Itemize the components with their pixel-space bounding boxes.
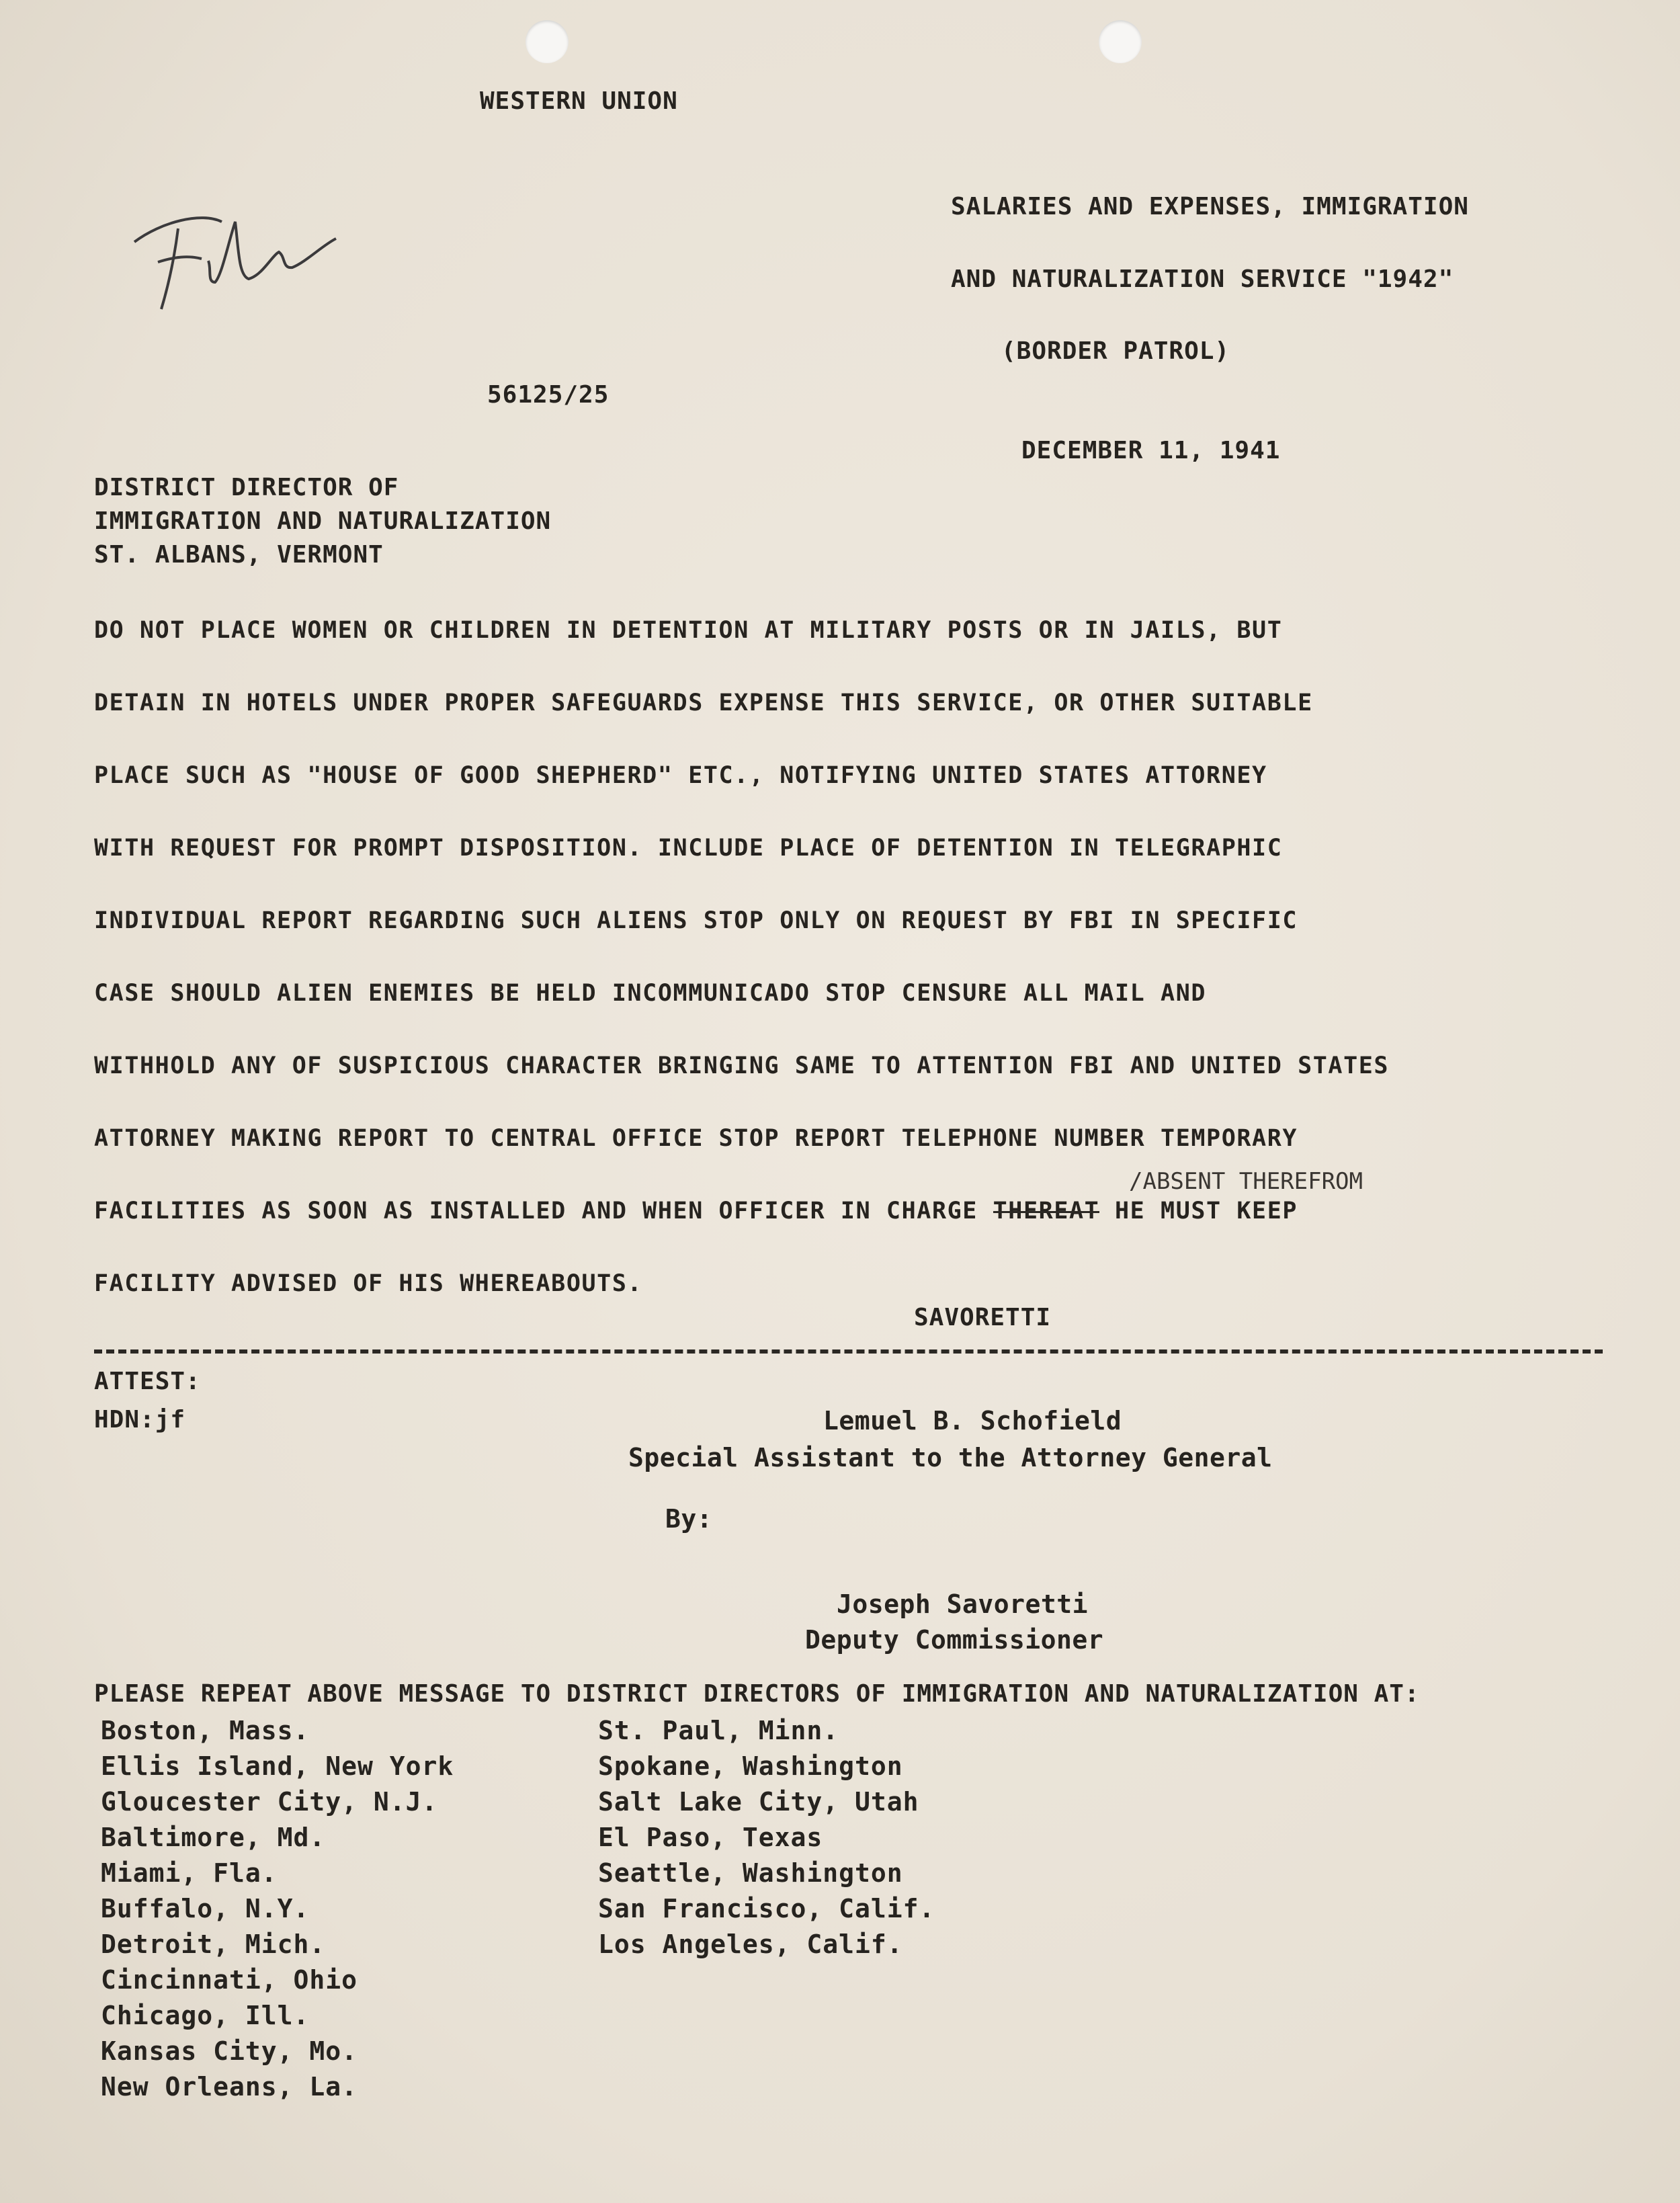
city-item: Chicago, Ill. [101,2001,310,2030]
typed-insertion: /ABSENT THEREFROM [1129,1168,1363,1195]
signatory-by: By: [665,1504,713,1534]
city-item: New Orleans, La. [101,2072,358,2102]
city-item: Detroit, Mich. [101,1929,326,1959]
signatory-title-1: Special Assistant to the Attorney General [628,1443,1273,1472]
appropriation-line-3: (BORDER PATROL) [1001,337,1230,365]
message-line: PLACE SUCH AS "HOUSE OF GOOD SHEPHERD" ETC., NOTIFYING UNITED STATES ATTORNEY [94,762,1267,789]
addressee-line-3: ST. ALBANS, VERMONT [94,541,384,569]
company-name: WESTERN UNION [480,87,678,115]
city-item: Gloucester City, N.J. [101,1787,438,1817]
repeat-instruction: PLEASE REPEAT ABOVE MESSAGE TO DISTRICT DIRECTORS OF IMMIGRATION AND NATURALIZATION AT: [94,1680,1420,1708]
signatory-name-1: Lemuel B. Schofield [823,1406,1122,1436]
city-item: San Francisco, Calif. [598,1894,935,1923]
message-line: DETAIN IN HOTELS UNDER PROPER SAFEGUARDS EXPENSE THIS SERVICE, OR OTHER SUITABLE [94,690,1313,716]
city-item: St. Paul, Minn. [598,1716,839,1745]
attest-label: ATTEST: [94,1368,201,1395]
message-line: CASE SHOULD ALIEN ENEMIES BE HELD INCOMMUNICADO STOP CENSURE ALL MAIL AND [94,980,1207,1007]
message-signature: SAVORETTI [914,1304,1052,1331]
appropriation-line-2: AND NATURALIZATION SERVICE "1942" [951,265,1454,293]
city-item: Baltimore, Md. [101,1823,326,1852]
amended-line-end: HE MUST KEEP [1099,1198,1298,1224]
message-line: WITHHOLD ANY OF SUSPICIOUS CHARACTER BRINGING SAME TO ATTENTION FBI AND UNITED STATES [94,1052,1390,1079]
message-line-amended [94,1198,1298,1224]
city-item: Ellis Island, New York [101,1751,454,1781]
city-item: Miami, Fla. [101,1858,278,1888]
city-item: Kansas City, Mo. [101,2036,358,2066]
attest-initials: HDN:jf [94,1406,186,1433]
signatory-title-2: Deputy Commissioner [805,1625,1104,1655]
message-line: INDIVIDUAL REPORT REGARDING SUCH ALIENS STOP ONLY ON REQUEST BY FBI IN SPECIFIC [94,907,1298,934]
city-item: Boston, Mass. [101,1716,310,1745]
punch-hole-right [1099,20,1142,63]
handwritten-note [121,181,356,329]
message-line: WITH REQUEST FOR PROMPT DISPOSITION. INCLUDE PLACE OF DETENTION IN TELEGRAPHIC [94,835,1283,862]
city-item: Spokane, Washington [598,1751,903,1781]
divider-dashed [94,1349,1603,1354]
signatory-name-2: Joseph Savoretti [837,1589,1089,1619]
city-item: El Paso, Texas [598,1823,823,1852]
punch-hole-left [526,20,569,63]
city-item: Buffalo, N.Y. [101,1894,310,1923]
city-item: Los Angeles, Calif. [598,1929,903,1959]
city-item: Cincinnati, Ohio [101,1965,358,1995]
message-line: DO NOT PLACE WOMEN OR CHILDREN IN DETENTION AT MILITARY POSTS OR IN JAILS, BUT [94,617,1283,644]
struck-word: THEREAT [993,1198,1100,1224]
amended-line-start: FACILITIES AS SOON AS INSTALLED AND WHEN OFFICER IN CHARGE [94,1198,993,1224]
file-number: 56125/25 [487,381,610,409]
message-line: ATTORNEY MAKING REPORT TO CENTRAL OFFICE STOP REPORT TELEPHONE NUMBER TEMPORARY [94,1125,1298,1152]
message-line: FACILITY ADVISED OF HIS WHEREABOUTS. [94,1270,643,1297]
addressee-line-2: IMMIGRATION AND NATURALIZATION [94,507,552,535]
city-item: Seattle, Washington [598,1858,903,1888]
message-date: DECEMBER 11, 1941 [1021,437,1281,464]
city-item: Salt Lake City, Utah [598,1787,919,1817]
addressee-line-1: DISTRICT DIRECTOR OF [94,474,399,501]
appropriation-line-1: SALARIES AND EXPENSES, IMMIGRATION [951,193,1469,220]
